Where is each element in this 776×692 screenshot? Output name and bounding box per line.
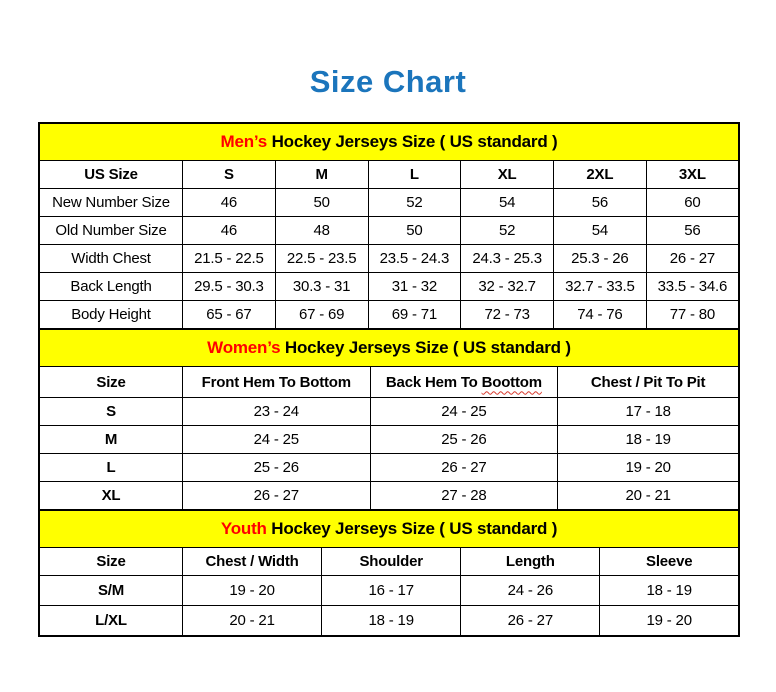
column-header: S xyxy=(183,161,276,189)
size-cell: 67 - 69 xyxy=(275,301,368,330)
table-row xyxy=(39,301,739,330)
size-cell: 31 - 32 xyxy=(368,273,461,301)
size-cell: 54 xyxy=(461,189,554,217)
row-label: S xyxy=(39,398,183,426)
column-header: Shoulder xyxy=(322,548,461,576)
table-row xyxy=(39,217,739,245)
column-header-row xyxy=(39,367,739,398)
column-header-prefix: Back Hem To xyxy=(385,373,482,391)
table-row xyxy=(39,398,739,426)
row-label: Width Chest xyxy=(39,245,183,273)
size-cell: 46 xyxy=(183,217,276,245)
size-cell: 65 - 67 xyxy=(183,301,276,330)
size-cell: 24 - 26 xyxy=(461,576,600,606)
column-header-row xyxy=(39,161,739,189)
size-cell: 24 - 25 xyxy=(183,426,371,454)
size-cell: 18 - 19 xyxy=(600,576,739,606)
row-label: Back Length xyxy=(39,273,183,301)
column-header: 2XL xyxy=(554,161,647,189)
youth-size-table xyxy=(38,509,740,637)
row-label: XL xyxy=(39,482,183,511)
row-label: S/M xyxy=(39,576,183,606)
size-cell: 48 xyxy=(275,217,368,245)
column-header: US Size xyxy=(39,161,183,189)
size-cell: 20 - 21 xyxy=(558,482,739,511)
size-cell: 26 - 27 xyxy=(183,482,371,511)
size-cell: 21.5 - 22.5 xyxy=(183,245,276,273)
column-header: XL xyxy=(461,161,554,189)
size-cell: 20 - 21 xyxy=(183,606,322,637)
page-title: Size Chart xyxy=(309,64,467,99)
table-row xyxy=(39,454,739,482)
womens-section-caption xyxy=(39,329,739,367)
youth-section-caption xyxy=(39,510,739,548)
mens-section-caption xyxy=(39,123,739,161)
caption-text: Hockey Jerseys Size ( US standard ) xyxy=(266,519,558,538)
column-header: Size xyxy=(39,548,183,576)
column-header: M xyxy=(275,161,368,189)
column-header-row xyxy=(39,548,739,576)
table-row xyxy=(39,606,739,637)
table-row xyxy=(39,245,739,273)
womens-size-table xyxy=(38,328,740,511)
section-caption-row xyxy=(39,329,739,367)
column-header: Chest / Pit To Pit xyxy=(558,367,739,398)
size-cell: 50 xyxy=(368,217,461,245)
size-cell: 52 xyxy=(368,189,461,217)
column-header: Length xyxy=(461,548,600,576)
size-cell: 25 - 26 xyxy=(370,426,558,454)
size-cell: 23.5 - 24.3 xyxy=(368,245,461,273)
row-label: Old Number Size xyxy=(39,217,183,245)
caption-accent: Youth xyxy=(220,519,267,538)
table-row xyxy=(39,273,739,301)
size-cell: 72 - 73 xyxy=(461,301,554,330)
size-cell: 33.5 - 34.6 xyxy=(646,273,739,301)
size-cell: 18 - 19 xyxy=(322,606,461,637)
size-cell: 24 - 25 xyxy=(370,398,558,426)
size-cell: 26 - 27 xyxy=(646,245,739,273)
size-cell: 54 xyxy=(554,217,647,245)
size-cell: 46 xyxy=(183,189,276,217)
size-cell: 27 - 28 xyxy=(370,482,558,511)
table-row xyxy=(39,576,739,606)
size-cell: 69 - 71 xyxy=(368,301,461,330)
table-row xyxy=(39,189,739,217)
column-header: L xyxy=(368,161,461,189)
size-cell: 30.3 - 31 xyxy=(275,273,368,301)
size-cell: 29.5 - 30.3 xyxy=(183,273,276,301)
size-cell: 25 - 26 xyxy=(183,454,371,482)
size-cell: 32.7 - 33.5 xyxy=(554,273,647,301)
size-cell: 32 - 32.7 xyxy=(461,273,554,301)
size-cell: 16 - 17 xyxy=(322,576,461,606)
size-cell: 19 - 20 xyxy=(558,454,739,482)
column-header: Sleeve xyxy=(600,548,739,576)
spellcheck-underlined-word: Boottom xyxy=(481,373,542,391)
column-header: Size xyxy=(39,367,183,398)
row-label: L/XL xyxy=(39,606,183,637)
column-header: Front Hem To Bottom xyxy=(183,367,371,398)
size-cell: 50 xyxy=(275,189,368,217)
size-tables-container xyxy=(38,122,740,637)
size-cell: 25.3 - 26 xyxy=(554,245,647,273)
row-label: L xyxy=(39,454,183,482)
size-cell: 22.5 - 23.5 xyxy=(275,245,368,273)
size-cell: 77 - 80 xyxy=(646,301,739,330)
caption-text: Hockey Jerseys Size ( US standard ) xyxy=(267,132,558,151)
row-label: M xyxy=(39,426,183,454)
size-cell: 18 - 19 xyxy=(558,426,739,454)
size-cell: 23 - 24 xyxy=(183,398,371,426)
row-label: New Number Size xyxy=(39,189,183,217)
column-header: Chest / Width xyxy=(183,548,322,576)
section-caption-row xyxy=(39,123,739,161)
table-row xyxy=(39,426,739,454)
caption-accent: Men’s xyxy=(220,132,268,151)
size-cell: 56 xyxy=(554,189,647,217)
mens-size-table xyxy=(38,122,740,330)
section-caption-row xyxy=(39,510,739,548)
size-cell: 19 - 20 xyxy=(183,576,322,606)
size-cell: 24.3 - 25.3 xyxy=(461,245,554,273)
row-label: Body Height xyxy=(39,301,183,330)
size-cell: 19 - 20 xyxy=(600,606,739,637)
caption-text: Hockey Jerseys Size ( US standard ) xyxy=(280,338,571,357)
size-cell: 26 - 27 xyxy=(370,454,558,482)
size-cell: 52 xyxy=(461,217,554,245)
column-header: 3XL xyxy=(646,161,739,189)
table-row xyxy=(39,482,739,511)
size-cell: 74 - 76 xyxy=(554,301,647,330)
size-cell: 26 - 27 xyxy=(461,606,600,637)
size-cell: 56 xyxy=(646,217,739,245)
column-header-misspelled xyxy=(370,367,558,398)
size-cell: 60 xyxy=(646,189,739,217)
size-cell: 17 - 18 xyxy=(558,398,739,426)
caption-accent: Women’s xyxy=(207,338,281,357)
